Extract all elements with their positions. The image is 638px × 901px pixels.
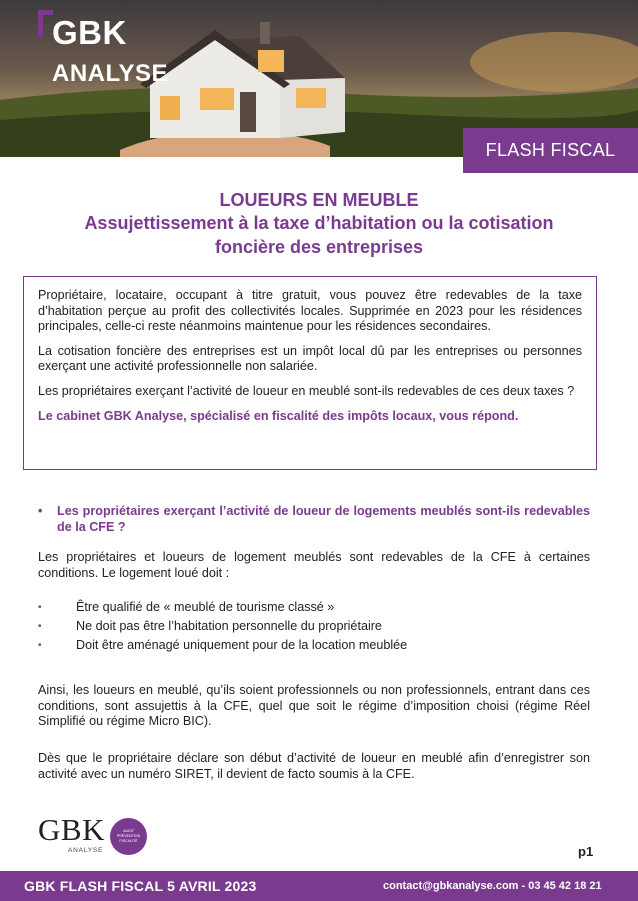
condition-text: Être qualifié de « meublé de tourisme classé » [76, 600, 335, 614]
footer-bar [0, 871, 638, 901]
section-paragraph: Dès que le propriétaire déclare son début d’activité de loueur en meublé afin d’enregistrer son activité avec un numéro SIRET, il devient de facto soumis à la CFE. [38, 751, 590, 781]
brand-name: GBK [52, 14, 127, 51]
logo-subtext: ANALYSE [68, 847, 104, 854]
bullet-icon: • [38, 504, 43, 518]
section-question [38, 504, 590, 535]
section-paragraph: Ainsi, les loueurs en meublé, qu’ils soient professionnels ou non professionnels, entrant dans ces conditions, sont assujettis à la CFE, quel que soit le régime d’imposition choisi (régime Réel Simplifié ou régime Micro BIC). [38, 683, 590, 728]
intro-paragraph: La cotisation foncière des entreprises est un impôt local dû par les entreprises ou personnes exerçant une activité professionnelle non salariée. [38, 343, 582, 373]
bullet-icon: • [38, 621, 42, 632]
list-item [38, 636, 590, 655]
title-line-1: LOUEURS EN MEUBLE [219, 190, 419, 210]
intro-paragraph: Les propriétaires exerçant l’activité de loueur en meublé sont-ils redevables de ces deux taxes ? [38, 383, 575, 398]
logo-text: GBK [38, 812, 105, 847]
logo-badge-line: AUDIT [123, 829, 134, 833]
intro-paragraph: Propriétaire, locataire, occupant à titre gratuit, vous pouvez être redevables de la taxe d’habitation perçue au profit des collectivités locales. Supprimée en 2023 pour les résidences principales, celle-ci reste néanmoins maintenue pour les résidences secondaires. [38, 288, 582, 333]
question-text: Les propriétaires exerçant l’activité de loueur de logements meublés sont-ils redevables de la CFE ? [57, 504, 590, 534]
logo-badge [110, 818, 147, 855]
intro-highlight: Le cabinet GBK Analyse, spécialisé en fiscalité des impôts locaux, vous répond. [38, 409, 519, 423]
logo-badge-line: FISCALITÉ [119, 839, 138, 843]
logo-badge-line: PRÉVENTION [116, 834, 141, 838]
condition-text: Doit être aménagé uniquement pour de la location meublée [76, 638, 408, 652]
intro-box [23, 276, 597, 470]
title-line-2: Assujettissement à la taxe d’habitation ou la cotisation [84, 213, 554, 233]
section-lead: Les propriétaires et loueurs de logement meublés sont redevables de la CFE à certaines conditions. Le logement loué doit : [38, 550, 590, 580]
gbk-logo [38, 812, 148, 858]
list-item [38, 617, 590, 636]
bullet-icon: • [38, 602, 42, 613]
bullet-icon: • [38, 640, 42, 651]
flash-fiscal-badge: FLASH FISCAL [463, 128, 638, 173]
brand-corner-mark [38, 10, 53, 37]
list-item [38, 598, 590, 617]
brand-subname: ANALYSE [52, 60, 168, 87]
footer-contact: contact@gbkanalyse.com - 03 45 42 18 21 [383, 880, 602, 892]
footer-title: GBK FLASH FISCAL 5 AVRIL 2023 [24, 878, 257, 894]
conditions-list [38, 598, 590, 655]
document-title [20, 189, 618, 259]
title-line-3: foncière des entreprises [214, 237, 424, 257]
page-number: p1 [578, 844, 594, 859]
condition-text: Ne doit pas être l’habitation personnelle du propriétaire [76, 619, 382, 633]
